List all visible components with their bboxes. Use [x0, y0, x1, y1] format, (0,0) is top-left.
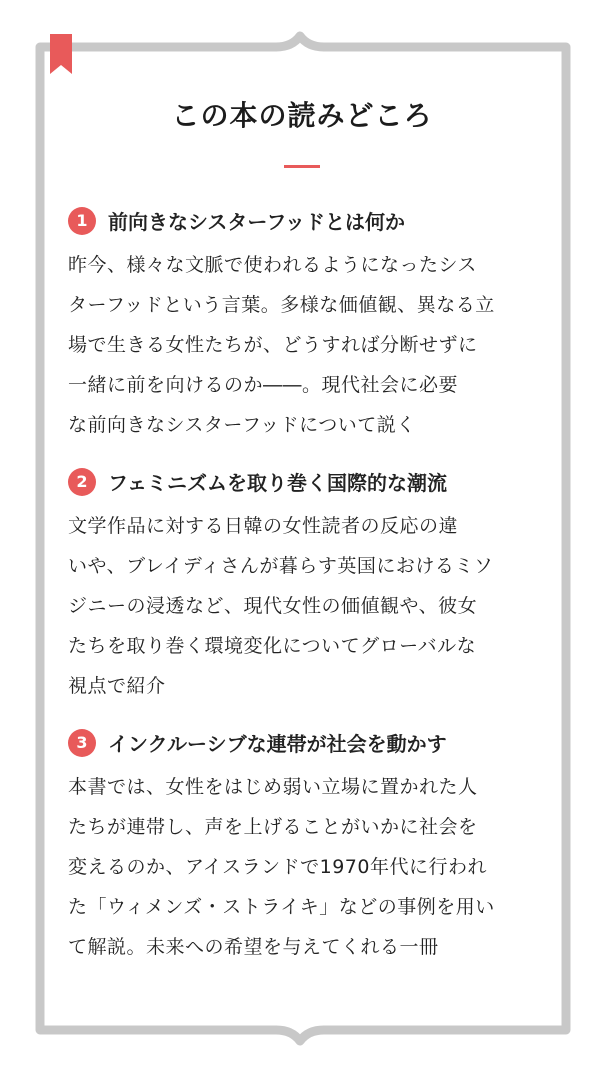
section-body [68, 506, 536, 706]
section-heading [68, 728, 536, 757]
body-line: たちを取り巻く環境変化についてグローバルな [68, 635, 477, 658]
bookmark-icon [50, 34, 72, 74]
section-heading-text: フェミニズムを取り巻く国際的な潮流 [108, 471, 447, 496]
body-line: たちが連帯し、声を上げることがいかに社会を [68, 816, 478, 839]
body-line: 視点で紹介 [68, 675, 166, 698]
section-body [68, 767, 536, 967]
body-line: た「ウィメンズ・ストライキ」などの事例を用い [68, 896, 495, 919]
body-line: いや、ブレイディさんが暮らす英国におけるミソ [68, 555, 494, 578]
body-line: な前向きなシスターフッドについて説く [68, 414, 416, 437]
body-line: 文学作品に対する日韓の女性読者の反応の違 [68, 515, 459, 538]
body-line: 変えるのか、アイスランドで1970年代に行われ [68, 856, 487, 879]
section-3 [68, 728, 536, 967]
body-line: 本書では、女性をはじめ弱い立場に置かれた人 [68, 776, 478, 799]
title-underline [284, 165, 320, 168]
section-heading-text: インクルーシブな連帯が社会を動かす [108, 732, 447, 757]
body-line: 場で生きる女性たちが、どうすれば分断せずに [68, 334, 478, 357]
body-line: 一緒に前を向けるのか――。現代社会に必要 [68, 374, 459, 397]
section-body [68, 245, 536, 445]
body-line: て解説。未来への希望を与えてくれる一冊 [68, 936, 439, 959]
page-title: この本の読みどころ [171, 99, 433, 132]
section-number-badge: 3 [68, 729, 96, 757]
section-1 [68, 206, 536, 445]
body-line: ターフッドという言葉。多様な価値観、異なる立 [68, 294, 495, 317]
section-heading [68, 206, 536, 235]
section-heading-text: 前向きなシスターフッドとは何か [108, 210, 405, 235]
section-2 [68, 467, 536, 706]
highlights-content [68, 96, 536, 989]
section-number-badge: 1 [68, 207, 96, 235]
section-number-badge: 2 [68, 468, 96, 496]
body-line: ジニーの浸透など、現代女性の価値観や、彼女 [68, 595, 478, 618]
section-heading [68, 467, 536, 496]
body-line: 昨今、様々な文脈で使われるようになったシス [68, 254, 477, 277]
